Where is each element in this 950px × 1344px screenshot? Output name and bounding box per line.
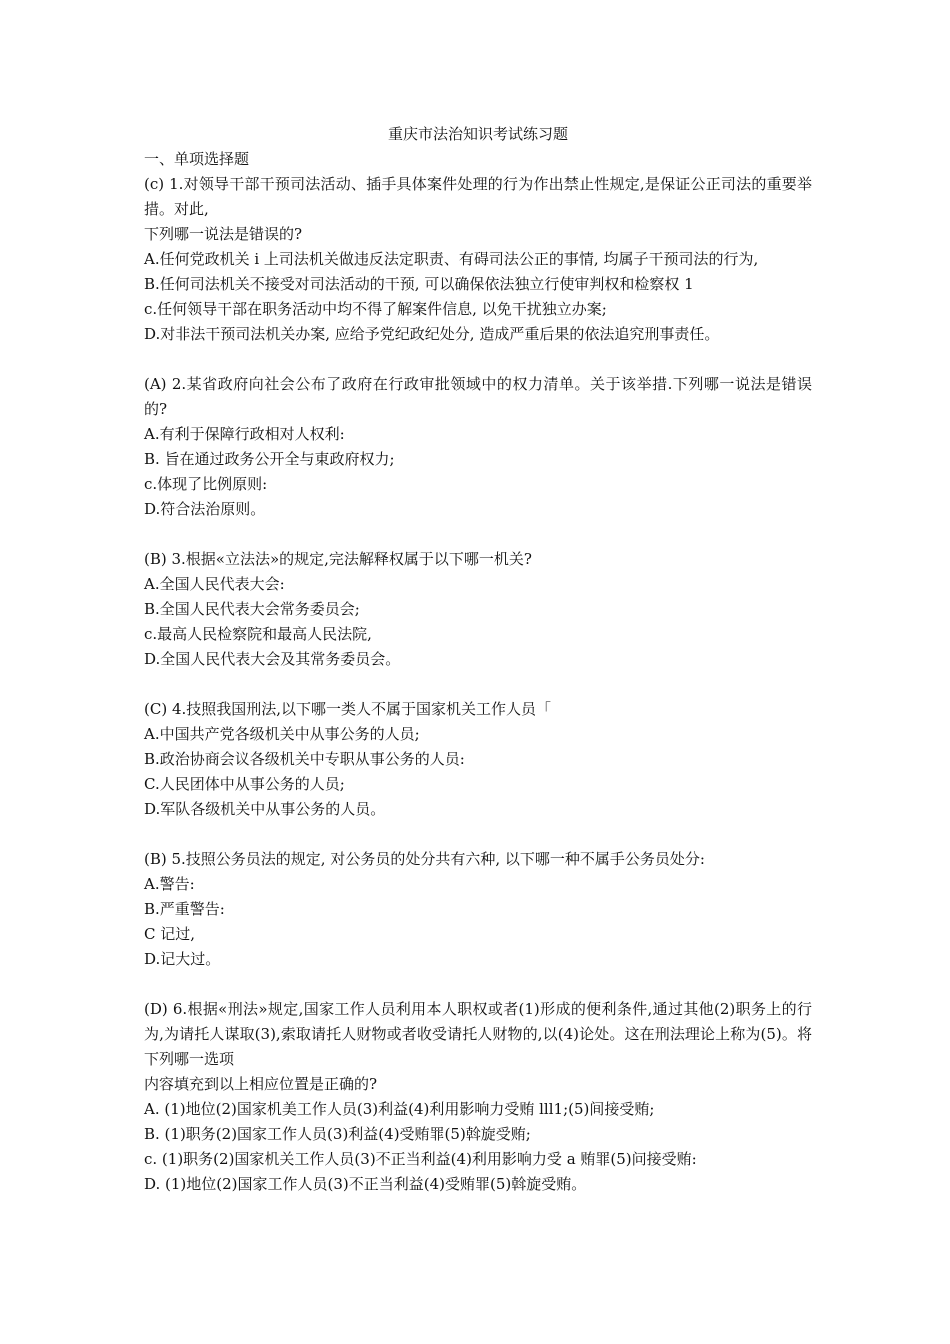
- question-3: [144, 547, 812, 672]
- option-c: c. (1)职务(2)国家机关工作人员(3)不正当利益(4)利用影响力受 a 贿罪(5)问接受贿:: [144, 1150, 697, 1168]
- option-d: D.记大过。: [144, 950, 221, 968]
- question-stem: (c) 1.对领导干部干预司法活动、插手具体案件处理的行为作出禁止性规定,是保证公正司法的重要举措。对此,: [144, 175, 812, 218]
- option-c: c.最高人民检察院和最高人民法院,: [144, 625, 372, 643]
- question-stem: (A) 2.某省政府向社会公布了政府在行政审批领域中的权力清单。关于该举措.下列哪一说法是错误的?: [144, 375, 812, 418]
- option-d: D. (1)地位(2)国家工作人员(3)不正当利益(4)受贿罪(5)斡旋受贿。: [144, 1175, 587, 1193]
- option-c: c.体现了比例原则:: [144, 475, 268, 493]
- option-b: B.政治协商会议各级机关中专职从事公务的人员:: [144, 750, 465, 768]
- question-4: [144, 697, 812, 822]
- option-a: A.警告:: [144, 875, 195, 893]
- document-title: 重庆市法治知识考试练习题: [387, 125, 568, 143]
- option-b: B. (1)职务(2)国家工作人员(3)利益(4)受贿罪(5)斡旋受贿;: [144, 1125, 531, 1143]
- question-2: [144, 372, 812, 522]
- option-c: C 记过,: [144, 925, 196, 943]
- question-stem: (B) 3.根据«立法法»的规定,完法解释权属于以下哪一机关?: [144, 550, 532, 568]
- option-d: D.对非法干预司法机关办案, 应给予党纪政纪处分, 造成严重后果的依法追究刑事责任。: [144, 325, 720, 343]
- option-b: B.全国人民代表大会常务委员会;: [144, 600, 360, 618]
- option-b: B. 旨在通过政务公开全与東政府权力;: [144, 450, 395, 468]
- option-b: B.任何司法机关不接受对司法活动的干预, 可以确保依法独立行使审判权和检察权 1: [144, 275, 694, 293]
- question-6: [144, 997, 812, 1197]
- option-c: C.人民团体中从事公务的人员;: [144, 775, 345, 793]
- question-stem-continuation: 内容填充到以上相应位置是正确的?: [144, 1075, 378, 1093]
- option-d: D.符合法治原则。: [144, 500, 266, 518]
- question-1: [144, 172, 812, 347]
- question-stem-continuation: 下列哪一说法是错误的?: [144, 225, 303, 243]
- option-a: A.中国共产党各级机关中从事公务的人员;: [144, 725, 420, 743]
- option-a: A.有利于保障行政相对人权利:: [144, 425, 345, 443]
- option-d: D.全国人民代表大会及其常务委员会。: [144, 650, 401, 668]
- option-b: B.严重警告:: [144, 900, 225, 918]
- question-stem: (B) 5.技照公务员法的规定, 对公务员的处分共有六种, 以下哪一种不属手公务员处分:: [144, 850, 705, 868]
- question-stem: (D) 6.根据«刑法»规定,国家工作人员利用本人职权或者(1)形成的便利条件,通过其他(2)职务上的行为,为请托人谋取(3),索取请托人财物或者收受请托人财物的,以(4)论处。这在刑法理论上称为(5)。将下列哪一选项: [144, 1000, 812, 1068]
- section-heading: 一、单项选择题: [144, 150, 250, 168]
- document-page: [144, 122, 812, 1222]
- option-d: D.军队各级机关中从事公务的人员。: [144, 800, 386, 818]
- option-a: A.全国人民代表大会:: [144, 575, 285, 593]
- option-a: A. (1)地位(2)国家机美工作人员(3)利益(4)利用影响力受贿 lll1;(5)间接受贿;: [144, 1100, 655, 1118]
- question-5: [144, 847, 812, 972]
- question-stem: (C) 4.技照我国刑法,以下哪一类人不属于国家机关工作人员「: [144, 700, 552, 718]
- option-c: c.任何领导干部在职务活动中均不得了解案件信息, 以免干扰独立办案;: [144, 300, 607, 318]
- option-a: A.任何党政机关 i 上司法机关做违反法定职责、有碍司法公正的事情, 均属子干预司法的行为,: [144, 250, 759, 268]
